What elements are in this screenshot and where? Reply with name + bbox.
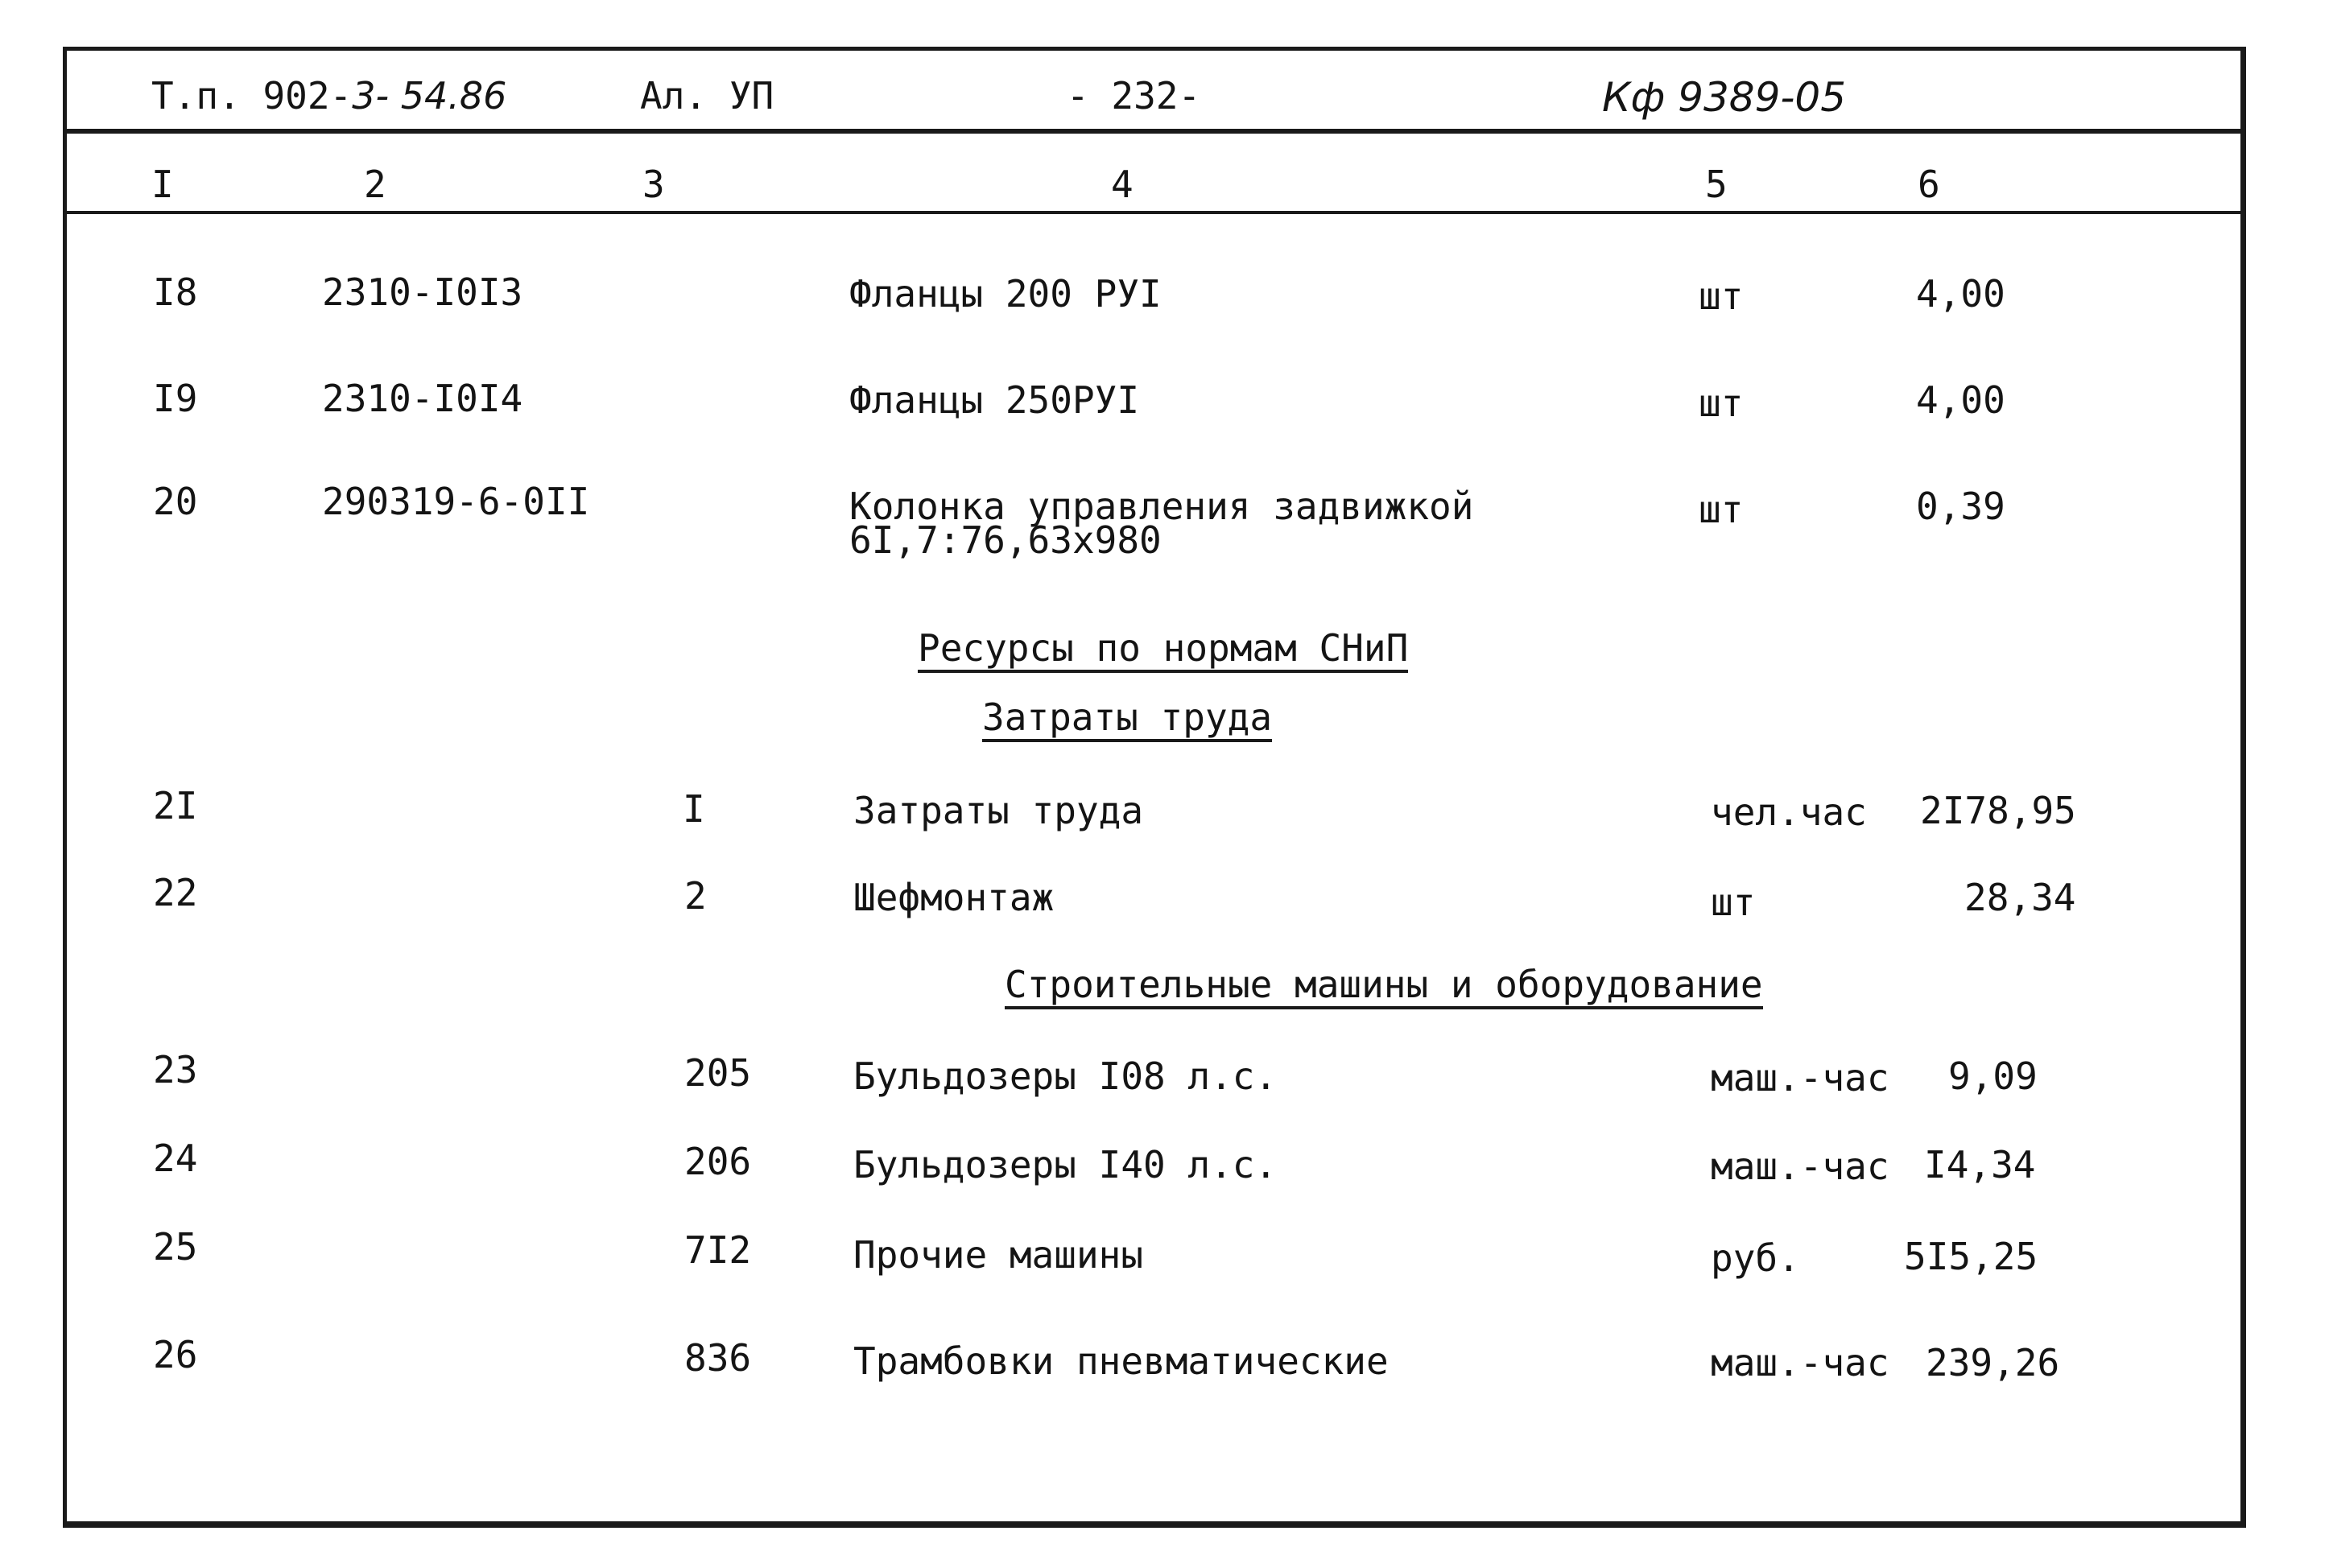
- resource-name: Фланцы 250РУI: [849, 378, 1140, 422]
- resource-name-line-1: Колонка управления задвижкой: [849, 485, 1474, 528]
- quantity: 0,39: [1916, 485, 2005, 528]
- row-number: 22: [153, 871, 198, 914]
- unit: маш.-час: [1711, 1056, 1889, 1100]
- row-number: 26: [153, 1333, 198, 1376]
- reference-number: 7I2: [684, 1228, 752, 1272]
- unit: шт: [1711, 881, 1756, 924]
- column-number: 5: [1705, 163, 1728, 206]
- reference-number: 836: [684, 1336, 752, 1380]
- resource-code: 290319-6-0II: [322, 480, 590, 523]
- column-number: 4: [1111, 163, 1134, 206]
- page-number: - 232-: [1067, 74, 1201, 118]
- column-header-rule: [64, 211, 2246, 214]
- section-title: Ресурсы по нормам СНиП: [918, 629, 1408, 673]
- quantity: 9,09: [1948, 1054, 2038, 1098]
- project-number: Т.п. 902-3- 54.86: [151, 74, 507, 118]
- resource-name: Бульдозеры I08 л.с.: [853, 1054, 1278, 1098]
- quantity: 28,34: [1964, 876, 2076, 919]
- document-code: Кф 9389-05: [1602, 74, 1847, 121]
- column-number: 2: [364, 163, 386, 206]
- subsection-title-labor: Затраты труда: [982, 699, 1272, 742]
- resource-name: Фланцы 200 РУI: [849, 272, 1162, 316]
- unit: чел.час: [1711, 790, 1867, 834]
- resource-name: Трамбовки пневматические: [853, 1339, 1389, 1383]
- row-number: I8: [153, 270, 198, 314]
- resource-name: Бульдозеры I40 л.с.: [853, 1143, 1278, 1186]
- row-number: 25: [153, 1225, 198, 1269]
- row-number: 24: [153, 1137, 198, 1180]
- unit: маш.-час: [1711, 1341, 1889, 1384]
- subsection-title-machines: Строительные машины и оборудование: [1005, 966, 1763, 1009]
- resource-name: Прочие машины: [853, 1233, 1144, 1277]
- column-number: 6: [1918, 163, 1940, 206]
- unit: руб.: [1711, 1236, 1800, 1280]
- quantity: 4,00: [1916, 272, 2005, 316]
- resource-name: Затраты труда: [853, 789, 1144, 832]
- quantity: 5I5,25: [1904, 1235, 2038, 1278]
- resource-name-line-2: 6I,7:76,63x980: [849, 518, 1162, 562]
- unit: шт: [1699, 382, 1744, 425]
- reference-number: I: [683, 787, 705, 831]
- resource-name: Шефмонтаж: [853, 876, 1055, 919]
- header-rule: [64, 129, 2246, 134]
- album-number: Ал. УП: [640, 74, 774, 118]
- column-number: I: [151, 163, 174, 206]
- reference-number: 206: [684, 1140, 752, 1183]
- unit: шт: [1699, 488, 1744, 531]
- quantity: 2I78,95: [1920, 789, 2076, 832]
- column-number: 3: [642, 163, 665, 206]
- row-number: 23: [153, 1048, 198, 1091]
- page-frame: [63, 47, 2246, 1528]
- reference-number: 205: [684, 1051, 752, 1095]
- quantity: 239,26: [1926, 1341, 2060, 1384]
- quantity: I4,34: [1924, 1143, 2036, 1186]
- resource-code: 2310-I0I4: [322, 377, 523, 420]
- row-number: I9: [153, 377, 198, 420]
- quantity: 4,00: [1916, 378, 2005, 422]
- unit: шт: [1699, 274, 1744, 318]
- resource-code: 2310-I0I3: [322, 270, 523, 314]
- reference-number: 2: [684, 874, 707, 918]
- unit: маш.-час: [1711, 1145, 1889, 1188]
- row-number: 2I: [153, 784, 198, 827]
- row-number: 20: [153, 480, 198, 523]
